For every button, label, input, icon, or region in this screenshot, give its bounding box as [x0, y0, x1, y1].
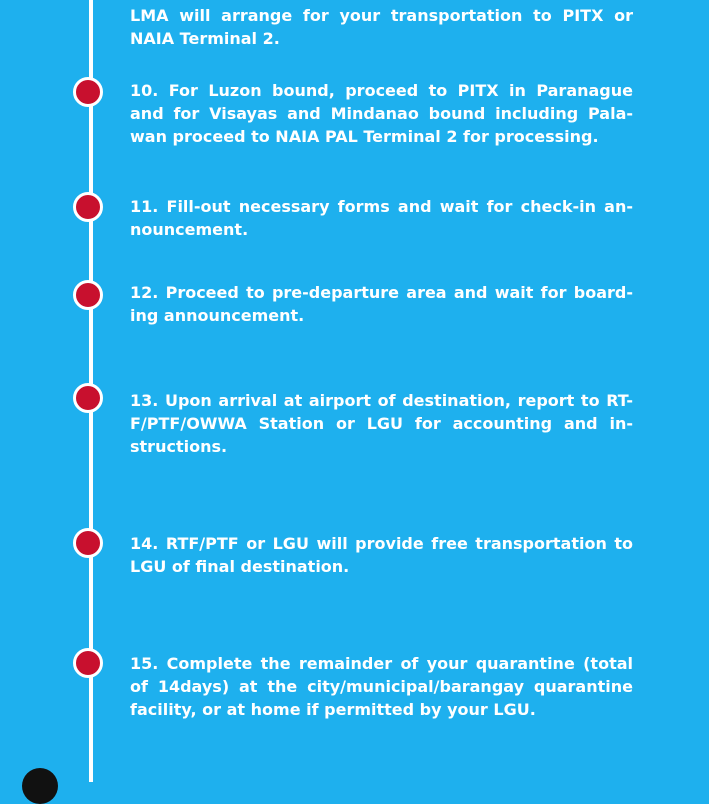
step-line: 15. Complete the remainder of your quarantine (total — [130, 654, 633, 673]
timeline-marker-10 — [73, 77, 103, 107]
step-10-text — [130, 79, 633, 148]
step-line: 10. For Luzon bound, proceed to PITX in Paranague — [130, 81, 633, 100]
step-9-text — [130, 4, 633, 50]
timeline-marker-13 — [73, 383, 103, 413]
step-14-text — [130, 532, 633, 578]
step-line: nouncement. — [130, 220, 249, 239]
dark-illustration-edge — [22, 768, 58, 804]
timeline-marker-11 — [73, 192, 103, 222]
step-12-text — [130, 281, 633, 327]
step-line: LMA will arrange for your transportation to PITX or — [130, 6, 633, 25]
step-line: F/PTF/OWWA Station or LGU for accounting and in- — [130, 414, 633, 433]
step-line: structions. — [130, 437, 228, 456]
step-line: of 14days) at the city/municipal/barangay quarantine — [130, 677, 633, 696]
step-line: ing announcement. — [130, 306, 305, 325]
step-11-text — [130, 195, 633, 241]
step-line: 11. Fill-out necessary forms and wait for check-in an- — [130, 197, 633, 216]
timeline-marker-12 — [73, 280, 103, 310]
step-line: facility, or at home if permitted by your LGU. — [130, 700, 536, 719]
step-13-text — [130, 389, 633, 458]
timeline-marker-15 — [73, 648, 103, 678]
step-line: 13. Upon arrival at airport of destination, report to RT- — [130, 391, 633, 410]
step-line: NAIA Terminal 2. — [130, 29, 280, 48]
step-15-text — [130, 652, 633, 721]
step-line: 12. Proceed to pre-departure area and wait for board- — [130, 283, 633, 302]
step-line: LGU of final destination. — [130, 557, 350, 576]
step-line: and for Visayas and Mindanao bound including Pala- — [130, 104, 633, 123]
step-line: 14. RTF/PTF or LGU will provide free transportation to — [130, 534, 633, 553]
timeline-marker-14 — [73, 528, 103, 558]
step-line: wan proceed to NAIA PAL Terminal 2 for processing. — [130, 127, 599, 146]
